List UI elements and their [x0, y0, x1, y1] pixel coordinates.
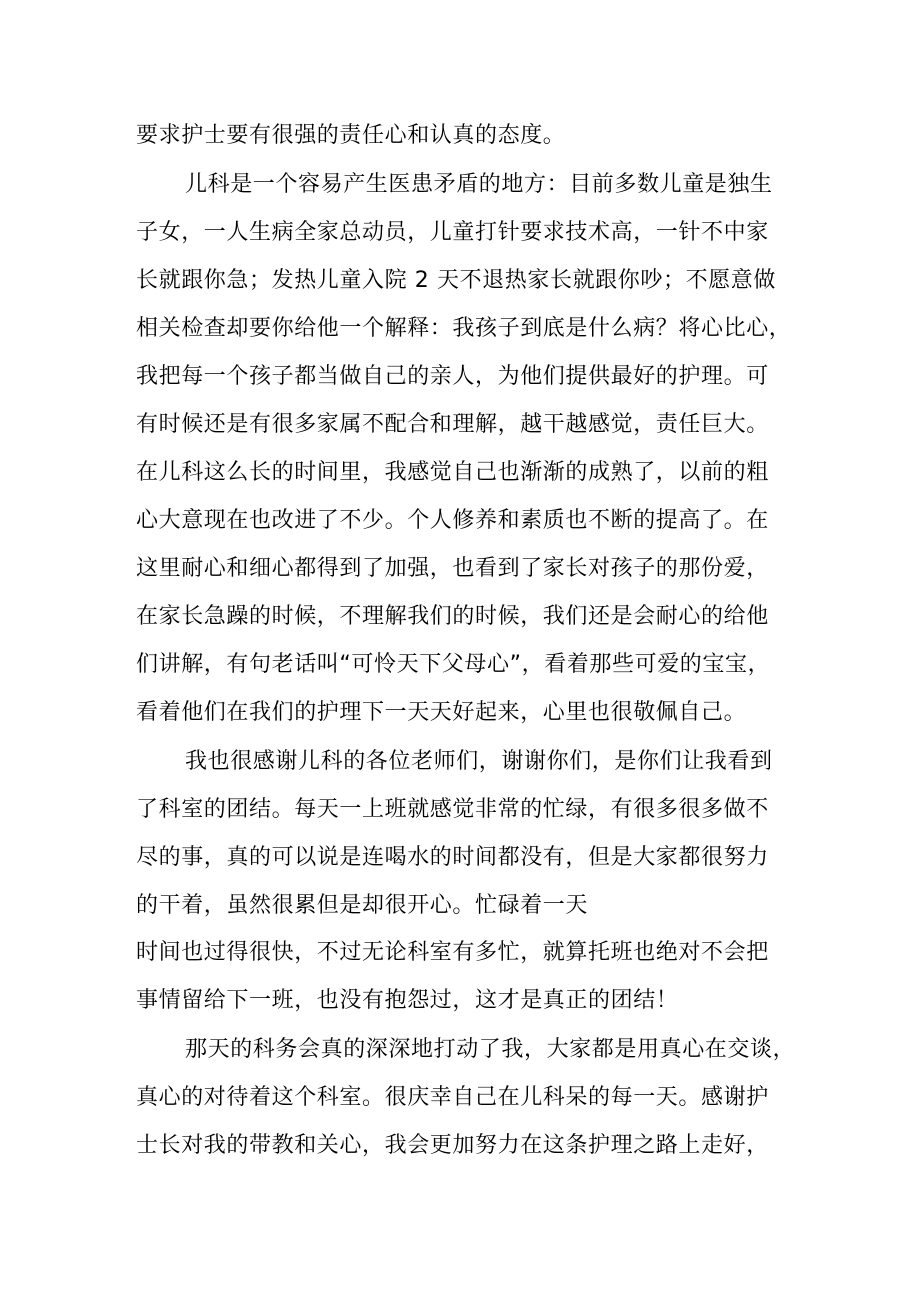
text-line: 我把每一个孩子都当做自己的亲人，为他们提供最好的护理。可: [136, 364, 769, 389]
text-line: 子女，一人生病全家总动员，儿童打针要求技术高，一针不中家: [136, 220, 769, 245]
text-line: 时间也过得很快，不过无论科室有多忙，就算托班也绝对不会把: [136, 940, 769, 965]
text-line: 相关检查却要你给他一个解释：我孩子到底是什么病？将心比心，: [136, 316, 792, 341]
text-line: 这里耐心和细心都得到了加强，也看到了家长对孩子的那份爱，: [136, 556, 769, 581]
text-line: 尽的事，真的可以说是连喝水的时间都没有，但是大家都很努力: [136, 845, 769, 870]
text-line: 在儿科这么长的时间里，我感觉自己也渐渐的成熟了，以前的粗: [136, 460, 769, 485]
text-line: 儿科是一个容易产生医患矛盾的地方：目前多数儿童是独生: [185, 172, 773, 197]
text-line: 们讲解，有句老话叫“可怜天下父母心”，看着那些可爱的宝宝，: [136, 652, 771, 677]
text-line: 那天的科务会真的深深地打动了我，大家都是用真心在交谈，: [185, 1037, 796, 1062]
text-line: 要求护士要有很强的责任心和认真的态度。: [136, 123, 566, 148]
text-line: 事情留给下一班，也没有抱怨过，这才是真正的团结！: [136, 988, 679, 1013]
text-line: 有时候还是有很多家属不配合和理解，越干越感觉，责任巨大。: [136, 412, 769, 437]
text-line: 看着他们在我们的护理下一天天好起来，心里也很敬佩自己。: [136, 700, 747, 725]
text-line: 心大意现在也改进了不少。个人修养和素质也不断的提高了。在: [136, 508, 769, 533]
text-line: 我也很感谢儿科的各位老师们，谢谢你们，是你们让我看到: [185, 749, 773, 774]
text-line: 士长对我的带教和关心，我会更加努力在这条护理之路上走好，: [136, 1133, 769, 1158]
text-line: 长就跟你急；发热儿童入院 2 天不退热家长就跟你吵；不愿意做: [136, 268, 776, 293]
text-line: 的干着，虽然很累但是却很开心。忙碌着一天: [136, 893, 589, 918]
text-line: 真心的对待着这个科室。很庆幸自己在儿科呆的每一天。感谢护: [136, 1085, 769, 1110]
text-line: 在家长急躁的时候，不理解我们的时候，我们还是会耐心的给他: [136, 604, 769, 629]
text-line: 了科室的团结。每天一上班就感觉非常的忙绿，有很多很多做不: [136, 797, 769, 822]
